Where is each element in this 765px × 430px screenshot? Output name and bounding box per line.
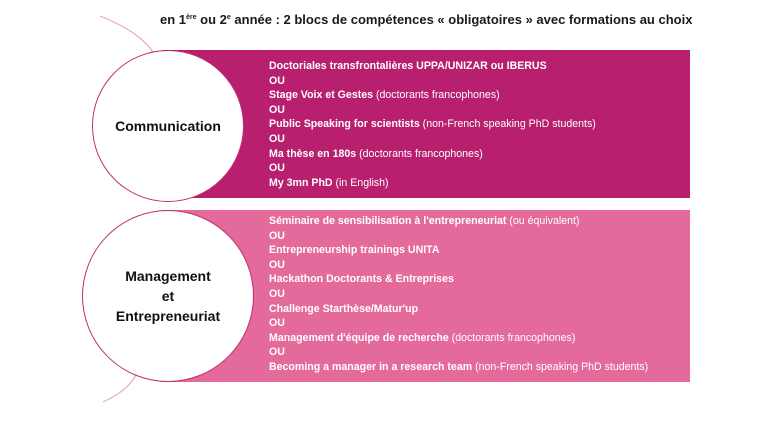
list-item: Becoming a manager in a research team (non-French speaking PhD students) xyxy=(269,360,649,373)
circle-label: Communication xyxy=(115,118,221,134)
separator-or: OU xyxy=(269,162,285,175)
circle-label-line: Management xyxy=(125,268,211,284)
separator-or: OU xyxy=(269,287,285,300)
circle-label-line: Entrepreneuriat xyxy=(115,308,221,324)
separator-or: OU xyxy=(269,74,285,87)
list-item: Ma thèse en 180s (doctorants francophones) xyxy=(269,147,483,160)
separator-or: OU xyxy=(269,103,285,116)
list-item: My 3mn PhD (in English) xyxy=(269,176,389,189)
list-item: Séminaire de sensibilisation à l'entrepreneuriat (ou équivalent) xyxy=(269,215,580,227)
list-item: Stage Voix et Gestes (doctorants francophones) xyxy=(269,89,500,102)
page-title: en 1ère ou 2e année : 2 blocs de compétences « obligatoires » avec formations au choix xyxy=(160,12,693,27)
list-item: Management d'équipe de recherche (doctorants francophones) xyxy=(269,331,576,344)
circle-label-line: et xyxy=(161,288,175,304)
separator-or: OU xyxy=(269,229,285,242)
separator-or: OU xyxy=(269,317,285,330)
list-item: Challenge Starthèse/Matur'up xyxy=(269,302,419,315)
list-item: Public Speaking for scientists (non-French speaking PhD students) xyxy=(269,118,596,131)
separator-or: OU xyxy=(269,346,285,359)
list-item: Doctoriales transfrontalières UPPA/UNIZAR ou IBERUS xyxy=(269,60,547,72)
separator-or: OU xyxy=(269,258,285,271)
communication-circle xyxy=(92,50,244,202)
list-item: Entrepreneurship trainings UNITA xyxy=(269,244,440,257)
management-circle xyxy=(82,210,254,382)
separator-or: OU xyxy=(269,132,285,145)
list-item: Hackathon Doctorants & Entreprises xyxy=(269,273,454,286)
